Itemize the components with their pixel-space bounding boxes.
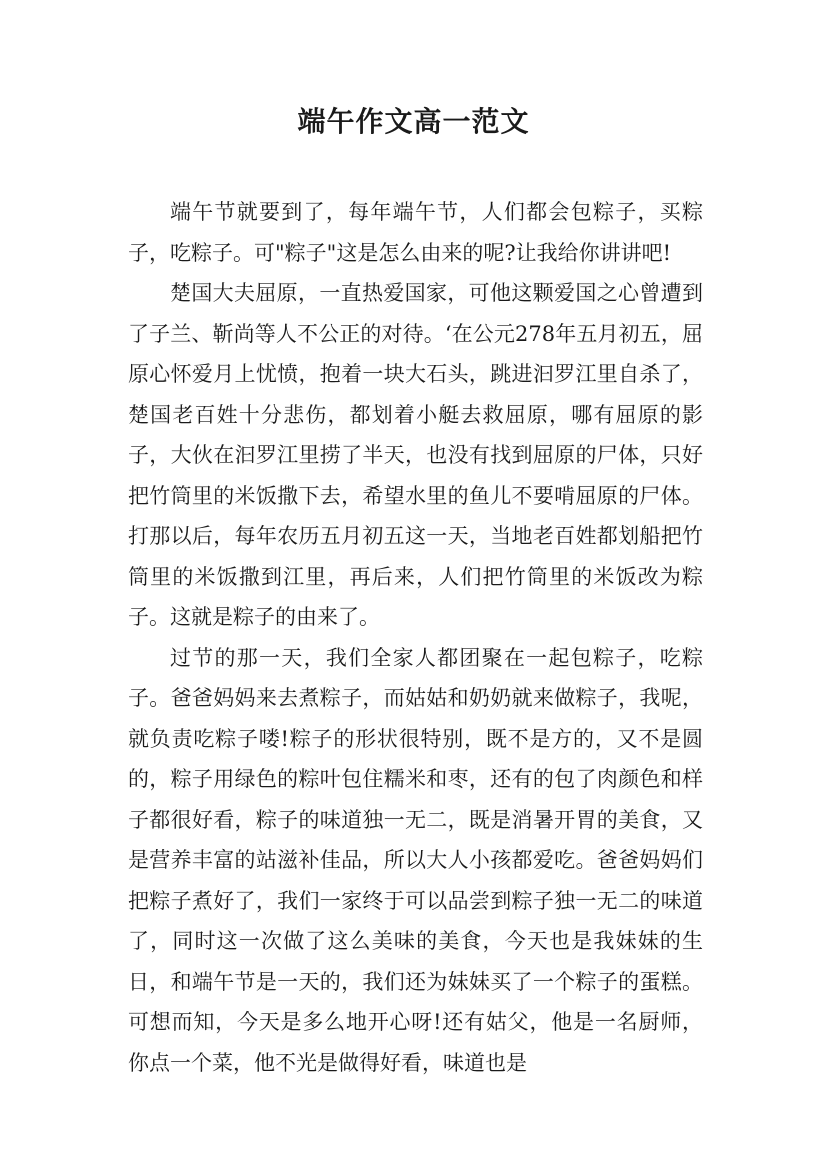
paragraph-qu-yuan-story: 楚国大夫屈原，一直热爱国家，可他这颗爱国之心曾遭到了子兰、靳尚等人不公正的对待。‘在公元278年五月初五，屈原心怀爱月上忧愤，抱着一块大石头，跳进汩罗江里自杀了，楚国老百姓十分悲伤，都划着小艇去救屈原，哪有屈原的影子，大伙在汩罗江里捞了半天，也没有找到屈原的尸体，只好把竹筒里的米饭撒下去，希望水里的鱼儿不要啃屈原的尸体。打那以后，每年农历五月初五这一天，当地老百姓都划船把竹筒里的米饭撒到江里，再后来，人们把竹筒里的米饭改为粽子。这就是粽子的由来了。	[128, 281, 703, 629]
paragraph-family-celebration: 过节的那一天，我们全家人都团聚在一起包粽子，吃粽子。爸爸妈妈来去煮粽子，而姑姑和奶奶就来做粽子，我呢，就负责吃粽子喽!粽子的形状很特别，既不是方的，又不是圆的，粽子用绿色的粽叶包住糯米和枣，还有的包了肉颜色和样子都很好看，粽子的味道独一无二，既是消暑开胃的美食，又是营养丰富的站滋补佳品，所以大人小孩都爱吃。爸爸妈妈们把粽子煮好了，我们一家终于可以品尝到粽子独一无二的味道了，同时这一次做了这么美味的美食，今天也是我妹妹的生日，和端午节是一天的，我们还为妹妹买了一个粽子的蛋糕。可想而知，今天是多么地开心呀!还有姑父，他是一名厨师，你点一个菜，他不光是做得好看，味道也是	[128, 645, 703, 1075]
paragraph-intro: 端午节就要到了，每年端午节，人们都会包粽子，买粽子，吃粽子。可"粽子"这是怎么由来的呢?让我给你讲讲吧!	[128, 200, 703, 265]
document-title: 端午作文高一范文	[297, 105, 530, 138]
document-body	[128, 192, 703, 1083]
